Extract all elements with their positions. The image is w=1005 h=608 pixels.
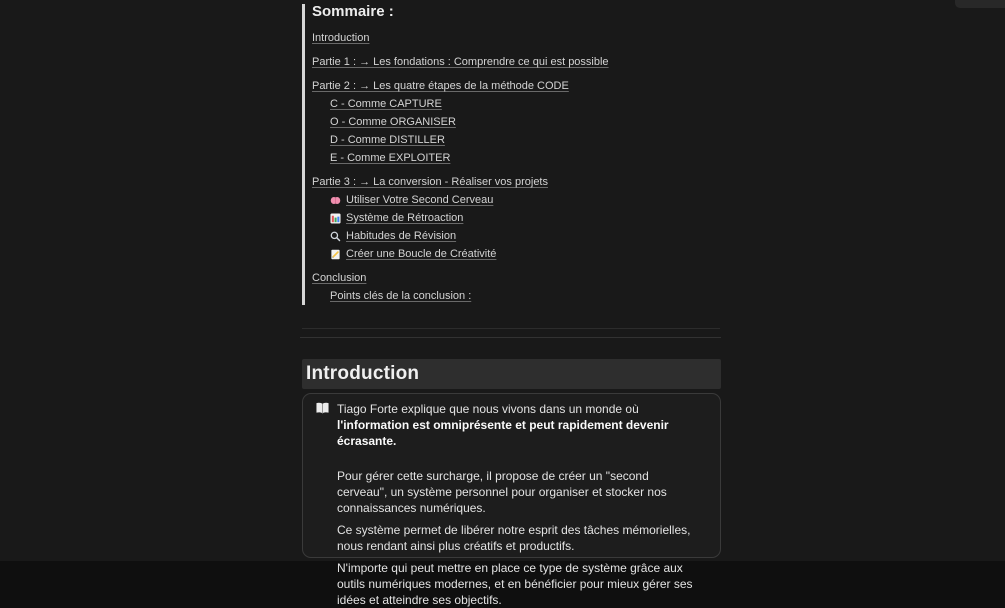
toc-item[interactable]	[312, 53, 722, 71]
toc-item[interactable]	[330, 191, 722, 209]
toc-item[interactable]	[312, 77, 722, 95]
toc-item[interactable]	[312, 269, 722, 287]
callout-text-bold: l'information est omniprésente et peut rapidement devenir écrasante.	[337, 418, 669, 448]
toc-item-label: Système de Rétroaction	[346, 212, 463, 224]
toc-item[interactable]	[330, 113, 722, 131]
toc-item[interactable]	[330, 95, 722, 113]
sommaire-blockquote	[302, 4, 722, 305]
toc-item[interactable]	[330, 227, 722, 245]
toc-item[interactable]	[312, 29, 722, 47]
open-book-icon	[315, 401, 330, 550]
memo-icon	[330, 249, 341, 260]
toc-item-label: Partie 2 : → Les quatre étapes de la méthode CODE	[312, 80, 569, 92]
toc-item[interactable]	[330, 149, 722, 167]
toc-item-label: Partie 1 : → Les fondations : Comprendre ce qui est possible	[312, 56, 609, 68]
toc-item-label: Créer une Boucle de Créativité	[346, 248, 496, 260]
callout-text: Tiago Forte explique que nous vivons dans un monde où	[337, 402, 639, 416]
brain-icon	[330, 195, 341, 206]
divider	[300, 337, 721, 338]
callout-paragraph: Pour gérer cette surcharge, il propose de créer un "second cerveau", un système personnel pour organiser et stocker nos connaissances numériques.	[337, 468, 698, 516]
toc-item[interactable]	[330, 209, 722, 227]
toc-item-label: Habitudes de Révision	[346, 230, 456, 242]
toc-item[interactable]	[330, 131, 722, 149]
introduction-heading	[302, 359, 721, 389]
toc-item[interactable]	[330, 287, 722, 305]
toc-item[interactable]	[312, 173, 722, 191]
top-right-tab[interactable]	[955, 0, 1005, 8]
divider	[302, 328, 720, 329]
toc-item-label: O - Comme ORGANISER	[330, 116, 456, 128]
toc-item-label: Conclusion	[312, 272, 366, 284]
intro-callout	[302, 393, 721, 558]
sommaire-title: Sommaire :	[312, 4, 722, 20]
toc-item-label: C - Comme CAPTURE	[330, 98, 442, 110]
toc-item-label: Introduction	[312, 32, 369, 44]
toc-item-label: Partie 3 : → La conversion - Réaliser vos projets	[312, 176, 548, 188]
magnifier-icon	[330, 231, 341, 242]
callout-paragraph	[337, 401, 698, 449]
callout-paragraph: Ce système permet de libérer notre esprit des tâches mémorielles, nous rendant ainsi plus créatifs et productifs.	[337, 522, 698, 554]
toc-item-label: Utiliser Votre Second Cerveau	[346, 194, 493, 206]
callout-paragraph: N'importe qui peut mettre en place ce type de système grâce aux outils numériques modernes, et en bénéficier pour mieux gérer ses idées et atteindre ses objectifs.	[337, 560, 698, 608]
toc-item[interactable]	[330, 245, 722, 263]
toc-list	[312, 29, 722, 305]
introduction-heading-label: Introduction	[306, 363, 419, 385]
callout-body	[337, 401, 698, 550]
toc-item-label: Points clés de la conclusion :	[330, 290, 471, 302]
bar-chart-icon	[330, 213, 341, 224]
toc-item-label: E - Comme EXPLOITER	[330, 152, 450, 164]
toc-item-label: D - Comme DISTILLER	[330, 134, 445, 146]
